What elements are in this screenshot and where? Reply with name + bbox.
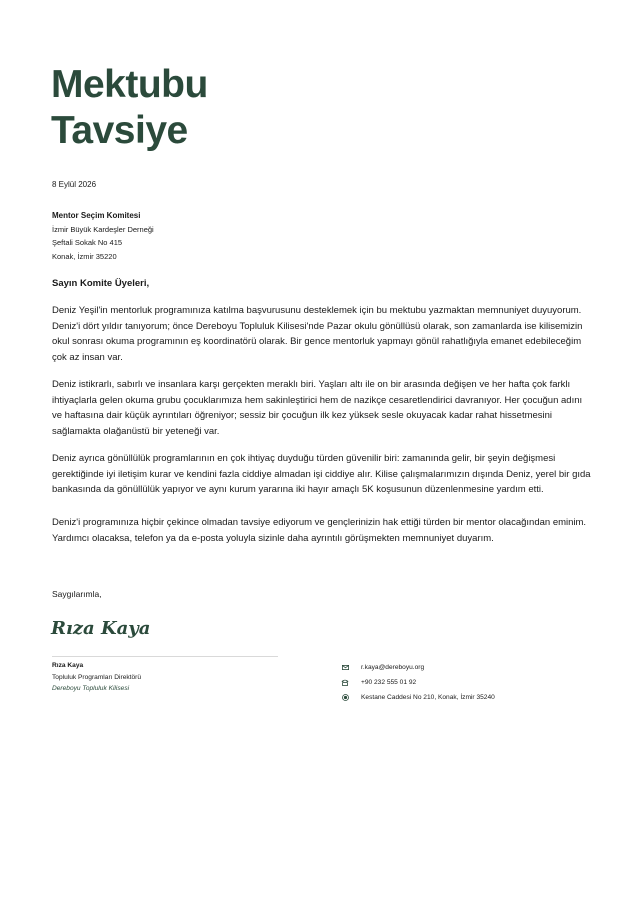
recipient-name: Mentor Seçim Komitesi	[52, 211, 141, 220]
closing: Saygılarımla,	[52, 589, 102, 599]
location-pin-icon	[340, 694, 350, 701]
title-line-2: Tavsiye	[51, 109, 188, 152]
recipient-block	[52, 209, 154, 263]
body-paragraph-3: Deniz ayrıca gönüllülük programlarının en çok ihtiyaç duyduğu türden güvenilir biri: zamanında gelir, bir şeyin değişmesi gerektiğinde iyi iletişim kurar ve kendini fazla ciddiye almadan işi ciddiye alır. Kilise çalışmalarımızın dışında Deniz, yerel bir gıda bankasında da gönüllülük yapıyor ve aynı kurum yararına iki hayır amaçlı 5K koşusunun düzenlenmesine yardım etti.	[52, 453, 591, 496]
recipient-street: Şeftali Sokak No 415	[52, 238, 123, 247]
phone-icon	[340, 679, 350, 686]
page-title	[51, 62, 208, 154]
signer-title: Topluluk Programları Direktörü	[52, 673, 142, 681]
body-paragraph-2: Deniz istikrarlı, sabırlı ve insanlara karşı gerçekten meraklı biri. Yaşları altı ile on bir arasında değişen ve her hafta çok farklı ihtiyaçlarla gelen okuma grubu çocuklarımıza hem sakinleştirici hem de nazikçe cesaretlendirici davranıyor. Her çocuğun adını ve haftasına dair küçük ayrıntıları öğreniyor; sessiz bir çocuğun ilk kez yüksek sesle okuyacak kadar rahat hissetmesini sağlamakta olağanüstü bir yeteneği var.	[52, 379, 583, 438]
salutation: Sayın Komite Üyeleri,	[52, 278, 150, 289]
signer-name: Rıza Kaya	[52, 662, 84, 669]
signer-block	[52, 660, 141, 695]
title-line-1: Mektubu	[51, 63, 208, 106]
body-paragraph-1: Deniz Yeşil'in mentorluk programınıza katılma başvurusunu desteklemek için bu mektubu yazmaktan memnuniyet duyuyorum. Deniz'i dört yıldır tanıyorum; önce Dereboyu Topluluk Kilisesi'nde Pazar okulu gönüllüsü olarak, son zamanlarda ise kilisemizin okul sonrası okuma programının eş koordinatörü olarak. Bir gence mentorluk yapmayı gönül rahatlığıyla emanet edebileceğim çok az insan var.	[52, 305, 583, 364]
body-paragraph-4: Deniz'i programınıza hiçbir çekince olmadan tavsiye ediyorum ve gençlerinizin hak ettiği türden bir mentor olacağından eminim. Yardımcı olacaksa, telefon ya da e-posta yoluyla sizinle daha ayrıntılı görüşmekten memnuniyet duyarım.	[52, 517, 587, 544]
envelope-icon	[340, 665, 350, 670]
signer-organization: Dereboyu Topluluk Kilisesi	[52, 685, 130, 692]
recipient-city: Konak, İzmir 35220	[52, 251, 117, 261]
letter-date: 8 Eylül 2026	[52, 180, 97, 189]
contact-phone[interactable]: +90 232 555 01 92	[361, 679, 417, 686]
contact-block	[340, 660, 495, 705]
contact-address-row	[340, 690, 495, 705]
signature-divider	[52, 656, 278, 657]
contact-phone-row	[340, 675, 495, 690]
contact-email[interactable]: r.kaya@dereboyu.org	[361, 664, 425, 671]
recipient-organization: İzmir Büyük Kardeşler Derneği	[52, 224, 154, 234]
contact-address: Kestane Caddesi No 210, Konak, İzmir 35240	[361, 694, 495, 701]
signature: Rıza Kaya	[51, 618, 151, 639]
contact-email-row	[340, 660, 495, 675]
